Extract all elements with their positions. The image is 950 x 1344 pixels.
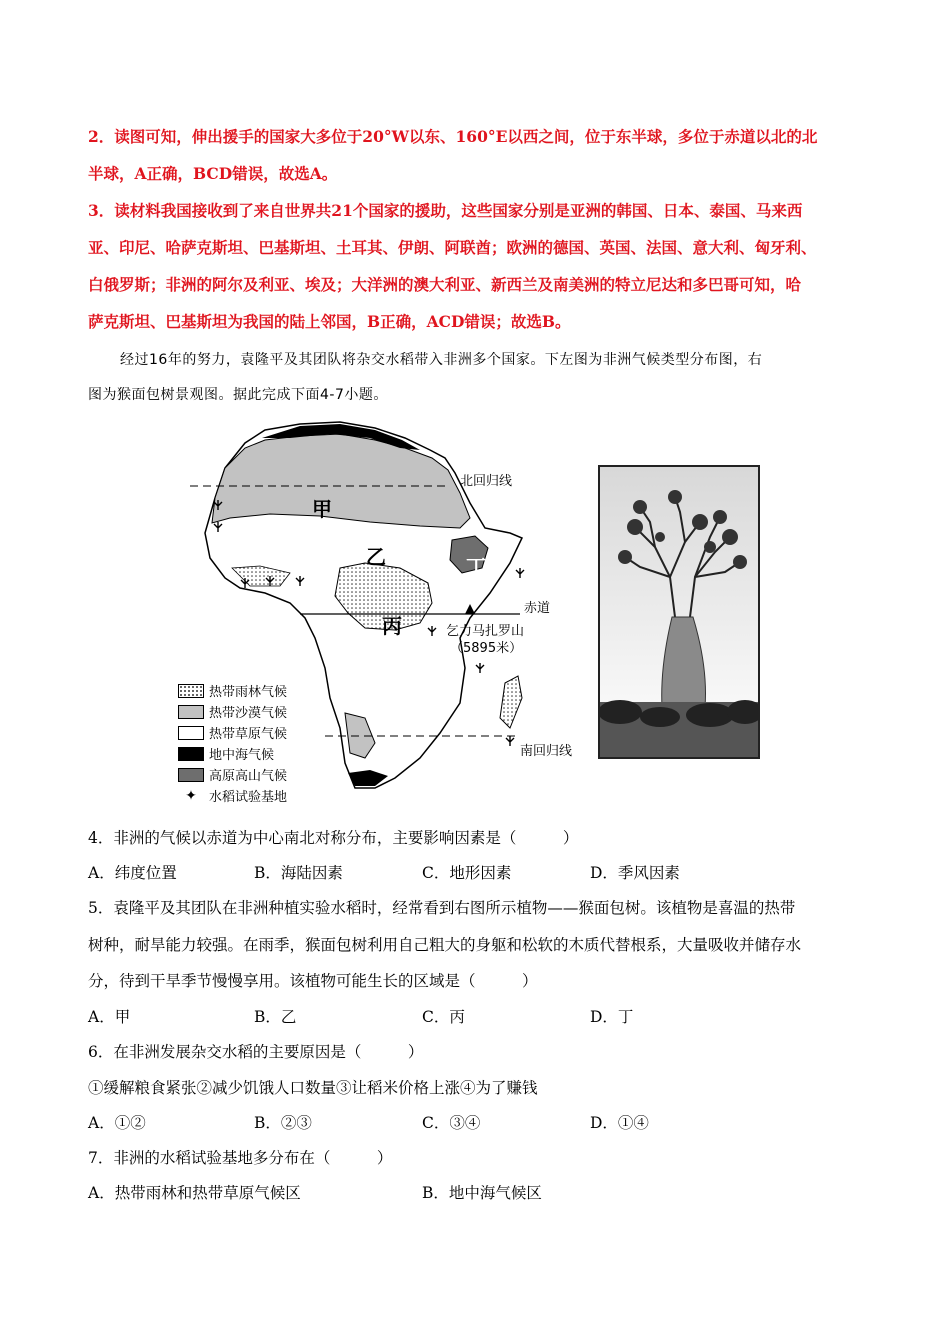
q6-option-c[interactable]: C．③④ (422, 1114, 481, 1132)
legend-swatch-desert (178, 705, 204, 719)
legend-swatch-mediterranean (178, 747, 204, 761)
question-6-items: ①缓解粮食紧张②减少饥饿人口数量③让稻米价格上涨④为了赚钱 (88, 1079, 538, 1097)
mountain-height-label: （5895米） (450, 641, 523, 656)
tropic-capricorn-label: 南回归线 (520, 744, 573, 759)
legend-item-highland (178, 764, 287, 785)
passage-line-2: 图为猴面包树景观图。据此完成下面4-7小题。 (88, 387, 388, 403)
q5-option-c[interactable]: C．丙 (422, 1008, 465, 1026)
q4-option-a[interactable]: A．纬度位置 (88, 864, 177, 882)
q4-option-b[interactable]: B．海陆因素 (254, 864, 343, 882)
question-7-stem: 7．非洲的水稻试验基地多分布在（ ） (88, 1149, 393, 1167)
q7-option-b[interactable]: B．地中海气候区 (422, 1184, 542, 1202)
legend-item-rice-base (178, 785, 287, 806)
legend-swatch-savanna (178, 726, 204, 740)
q6-option-b[interactable]: B．②③ (254, 1114, 312, 1132)
rice-base-icon: ✦ (185, 787, 197, 804)
question-6-stem: 6．在非洲发展杂交水稻的主要原因是（ ） (88, 1043, 424, 1061)
answer-3-line-3: 白俄罗斯；非洲的阿尔及利亚、埃及；大洋洲的澳大利亚、新西兰及南美洲的特立尼达和多巴哥可知，哈 (88, 275, 802, 294)
equator-label: 赤道 (524, 601, 551, 616)
question-5-stem-line-3: 分，待到干旱季节慢慢享用。该植物可能生长的区域是（ ） (88, 972, 538, 990)
answer-3-line-2: 亚、印尼、哈萨克斯坦、巴基斯坦、土耳其、伊朗、阿联酋；欧洲的德国、英国、法国、意大利、匈牙利、 (88, 238, 817, 257)
baobab-tree-illustration (600, 467, 758, 757)
legend-label-rice-base: 水稻试验基地 (209, 790, 288, 805)
zone-yi-label: 乙 (366, 545, 386, 569)
legend-label-rainforest: 热带雨林气候 (209, 685, 288, 700)
answer-3-line-1: 3．读材料我国接收到了来自世界共21个国家的援助，这些国家分别是亚洲的韩国、日本、泰国、马来西 (88, 201, 803, 220)
legend-item-desert (178, 701, 287, 722)
answer-3-line-4: 萨克斯坦、巴基斯坦为我国的陆上邻国，B正确，ACD错误；故选B。 (88, 312, 571, 331)
legend-label-highland: 高原高山气候 (209, 769, 288, 784)
q6-option-d[interactable]: D．①④ (590, 1114, 649, 1132)
legend-label-mediterranean: 地中海气候 (209, 748, 275, 763)
q5-option-d[interactable]: D．丁 (590, 1008, 634, 1026)
legend-swatch-highland (178, 768, 204, 782)
legend-item-savanna (178, 722, 287, 743)
question-5-stem-line-2: 树种，耐旱能力较强。在雨季，猴面包树利用自己粗大的身躯和松软的木质代替根系，大量吸收并储存水 (88, 936, 802, 954)
q7-option-a[interactable]: A．热带雨林和热带草原气候区 (88, 1184, 301, 1202)
legend-item-mediterranean (178, 743, 287, 764)
legend-swatch-rainforest (178, 684, 204, 698)
question-5-stem-line-1: 5．袁隆平及其团队在非洲种植实验水稻时，经常看到右图所示植物——猴面包树。该植物是喜温的热带 (88, 899, 796, 917)
passage-line-1: 经过16年的努力，袁隆平及其团队将杂交水稻带入非洲多个国家。下左图为非洲气候类型分布图，右 (120, 352, 763, 368)
desert-zone (212, 434, 470, 528)
mountain-name-label: 乞力马扎罗山 (446, 624, 525, 639)
q4-option-d[interactable]: D．季风因素 (590, 864, 680, 882)
tropic-cancer-label: 北回归线 (460, 474, 513, 489)
q4-option-c[interactable]: C．地形因素 (422, 864, 512, 882)
legend-label-savanna: 热带草原气候 (209, 727, 288, 742)
zone-bing-label: 丙 (382, 614, 402, 638)
answer-2-line-1: 2．读图可知，伸出援手的国家大多位于20°W以东、160°E以西之间，位于东半球，多位于赤道以北的北 (88, 127, 818, 146)
q5-option-b[interactable]: B．乙 (254, 1008, 297, 1026)
map-legend (178, 680, 287, 806)
answer-2-line-2: 半球，A正确，BCD错误，故选A。 (88, 164, 338, 183)
baobab-photo (598, 465, 760, 759)
zone-jia-label: 甲 (312, 497, 332, 521)
madagascar (500, 676, 522, 728)
q6-option-a[interactable]: A．①② (88, 1114, 146, 1132)
zone-ding-label: 丁 (466, 555, 486, 579)
legend-label-desert: 热带沙漠气候 (209, 706, 288, 721)
legend-item-rainforest (178, 680, 287, 701)
q5-option-a[interactable]: A．甲 (88, 1008, 131, 1026)
question-4-stem: 4．非洲的气候以赤道为中心南北对称分布，主要影响因素是（ ） (88, 829, 579, 847)
